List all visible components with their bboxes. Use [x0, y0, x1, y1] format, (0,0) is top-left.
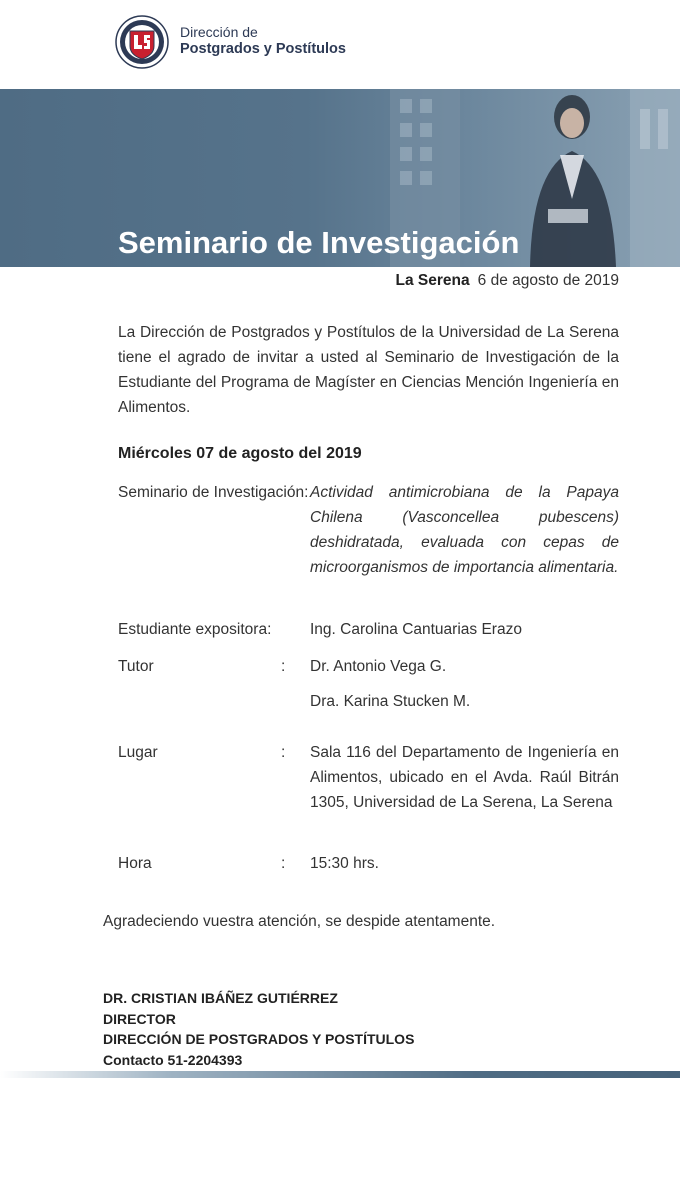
place-date-line	[396, 272, 619, 290]
signer-contact: Contacto 51-2204393	[103, 1051, 243, 1068]
time-label: Hora	[118, 855, 152, 872]
location-value: Sala 116 del Departamento de Ingeniería en Alimentos, ubicado en el Avda. Raúl Bitrán 1305, Universidad de La Serena, La Serena	[310, 744, 619, 811]
logo-line-1: Dirección de	[180, 24, 258, 40]
time-value: 15:30 hrs.	[310, 855, 379, 872]
signer-role: DIRECTOR	[103, 1010, 176, 1027]
seminar-label: Seminario de Investigación:	[118, 484, 309, 501]
program-subtitle: MAGISTER EN CIENCIAS MENCIÓN INGENIERÍA EN ALIMENTOS	[118, 290, 597, 307]
time-colon: :	[281, 855, 286, 872]
event-date: Miércoles 07 de agosto del 2019	[118, 445, 362, 462]
tutor-name-2: Dra. Karina Stucken M.	[310, 693, 471, 710]
footer-divider	[0, 1071, 680, 1078]
seminar-title: Actividad antimicrobiana de la Papaya Chilena (Vasconcellea pubescens) deshidratada, evaluada con cepas de microorganismos de importancia alimentaria.	[310, 484, 619, 576]
page-header	[0, 0, 680, 88]
letter-date: 6 de agosto de 2019	[477, 272, 619, 289]
location-colon: :	[281, 744, 286, 761]
closing-line: Agradeciendo vuestra atención, se despide atentamente.	[103, 913, 496, 930]
tutor-label: Tutor	[118, 658, 154, 675]
signature-block	[103, 988, 414, 1070]
tutor-name-1: Dr. Antonio Vega G.	[310, 658, 447, 675]
location-label: Lugar	[118, 744, 158, 761]
logo-text	[180, 24, 346, 58]
tutor-colon: :	[281, 658, 286, 675]
page-title: Seminario de Investigación	[118, 225, 520, 260]
intro-paragraph: La Dirección de Postgrados y Postítulos de la Universidad de La Serena tiene el agrado de invitar a usted al Seminario de Investigación de la Estudiante del Programa de Magíster en Ciencias Mención Ingeniería en Alimentos.	[118, 324, 619, 416]
student-name: Ing. Carolina Cantuarias Erazo	[310, 621, 522, 638]
logo-line-2: Postgrados y Postítulos	[180, 41, 346, 57]
place-name: La Serena	[395, 272, 470, 289]
signer-name: DR. CRISTIAN IBÁÑEZ GUTIÉRREZ	[103, 990, 338, 1006]
student-label: Estudiante expositora:	[118, 621, 272, 638]
signer-office: DIRECCIÓN DE POSTGRADOS Y POSTÍTULOS	[103, 1031, 415, 1047]
university-seal-logo	[115, 15, 169, 69]
